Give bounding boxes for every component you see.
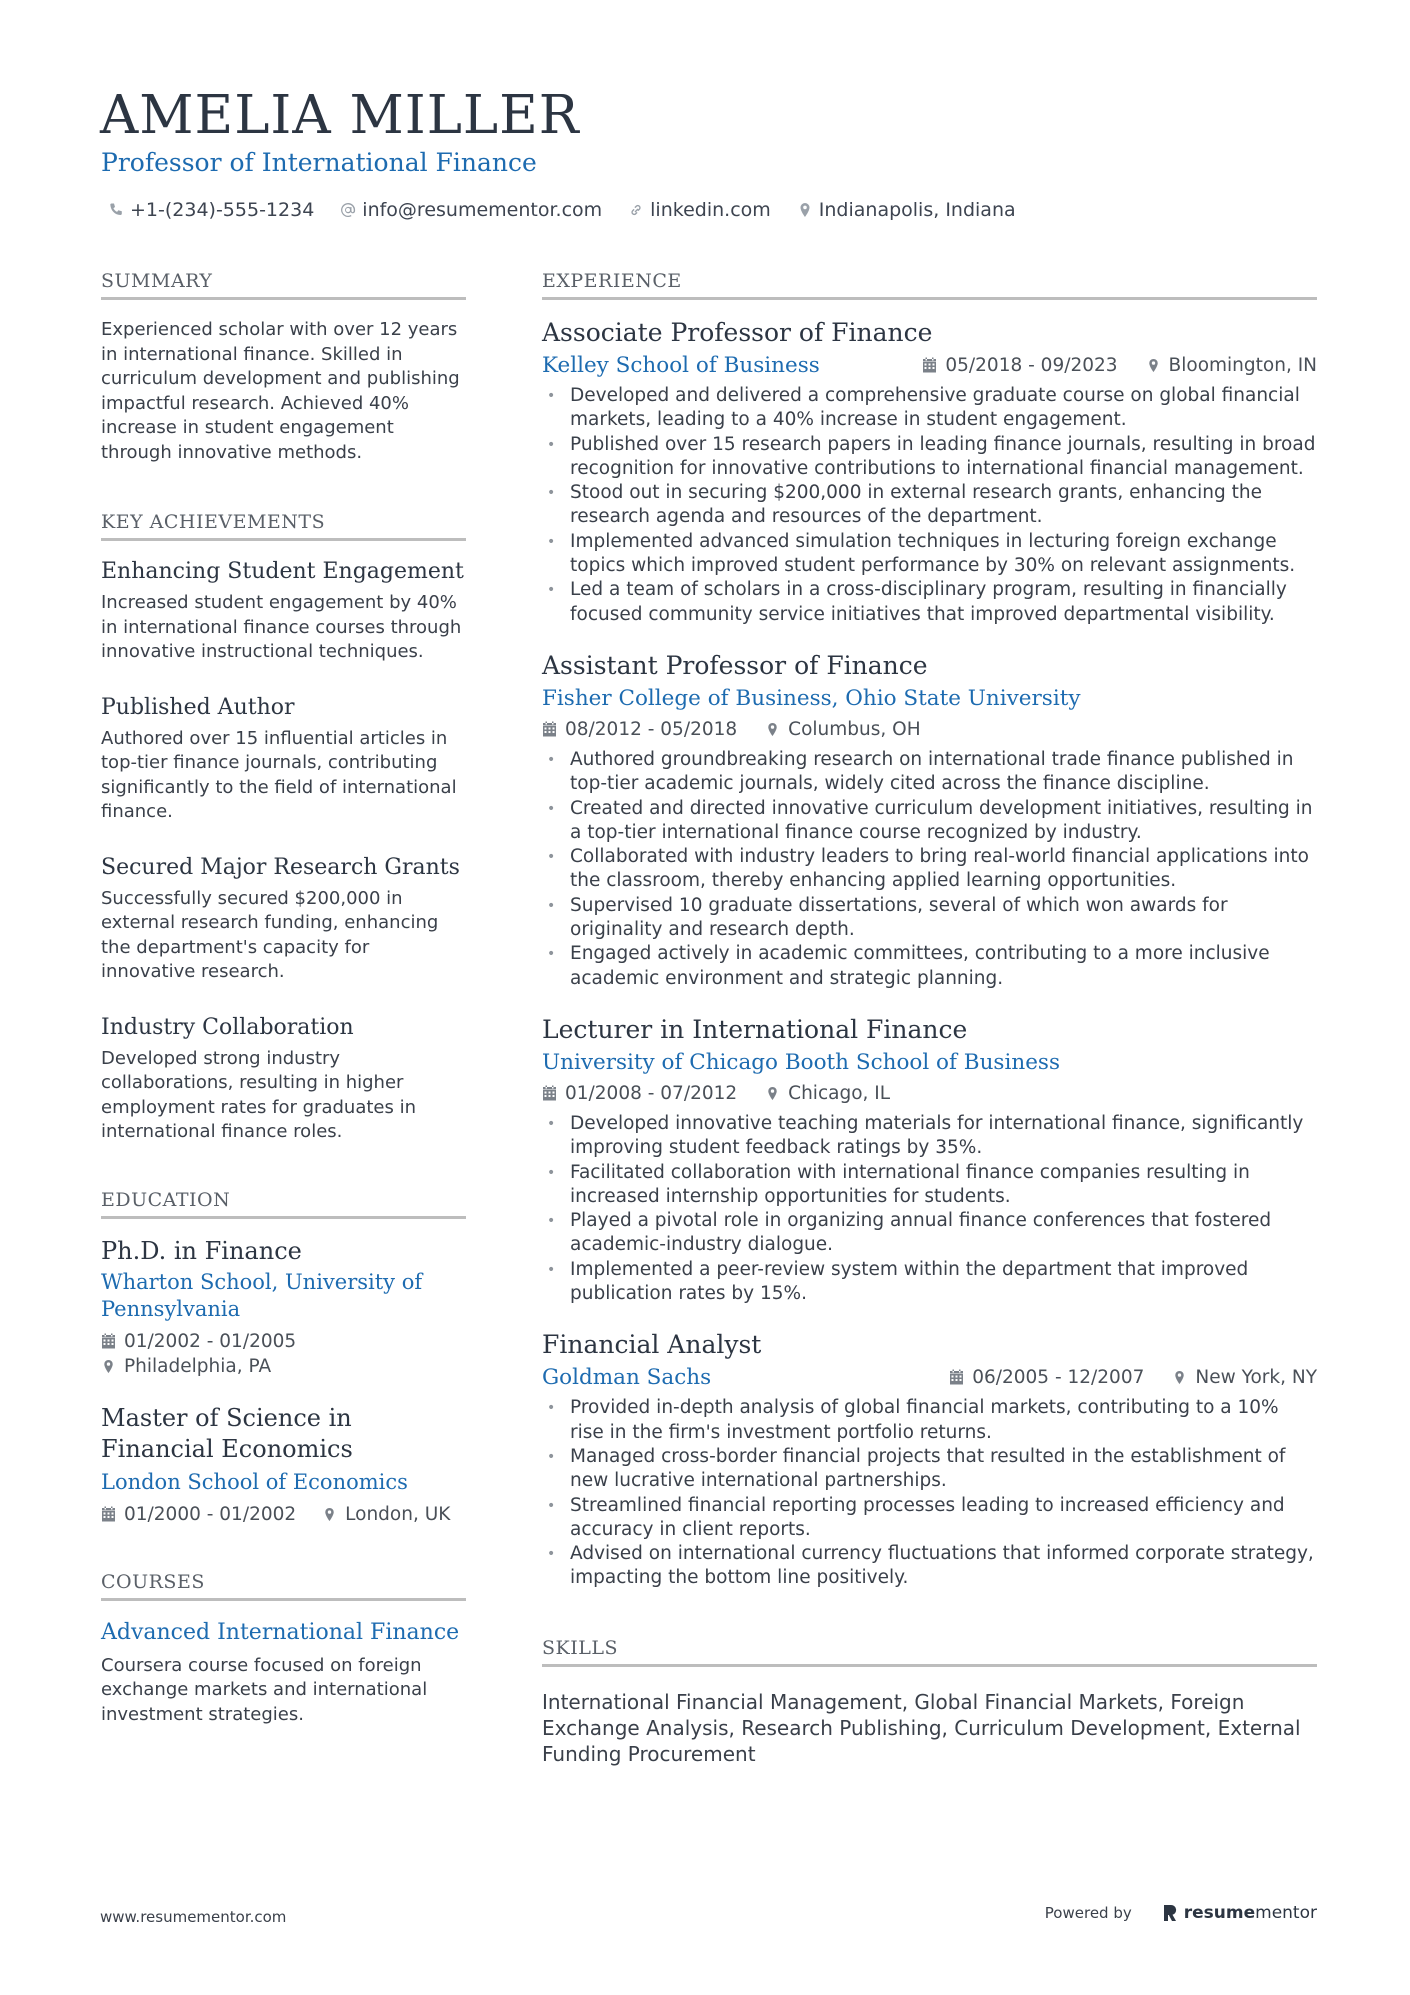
location-text: Indianapolis, Indiana <box>818 199 1016 221</box>
location-pin-icon <box>1146 357 1161 374</box>
job-bullets <box>542 384 1317 627</box>
calendar-icon <box>542 721 557 738</box>
job-meta <box>542 717 1317 742</box>
job-bullet: • Stood out in securing $200,000 in external research grants, enhancing the research agenda and resources of the department. <box>542 481 1317 530</box>
job-dates-text: 01/2008 - 07/2012 <box>565 1082 738 1104</box>
education-location-text: Philadelphia, PA <box>124 1355 272 1377</box>
achievement-text: Developed strong industry collaborations, resulting in higher employment rates for graduates in international finance roles. <box>101 1047 416 1142</box>
job-bullets <box>542 748 1317 991</box>
job-meta <box>949 1365 1317 1390</box>
education-item <box>101 1237 466 1379</box>
job-dates <box>542 717 737 742</box>
calendar-icon <box>101 1506 116 1523</box>
candidate-title: Professor of International Finance <box>101 148 537 177</box>
job-bullet: • Collaborated with industry leaders to bring real-world financial applications into the classroom, thereby enhancing applied learning opportunities. <box>542 845 1317 894</box>
footer-website[interactable]: www.resumementor.com <box>100 1908 287 1926</box>
achievement-text: Increased student engagement by 40% in international finance courses through innovative instructional techniques. <box>101 592 462 662</box>
resumementor-logo-icon <box>1162 1904 1178 1922</box>
skills-heading: SKILLS <box>542 1637 1317 1667</box>
job-entry <box>542 318 1317 627</box>
education-location-text: London, UK <box>345 1503 451 1525</box>
contact-bar <box>108 199 1016 221</box>
location-pin-icon <box>765 1085 780 1102</box>
link-icon <box>628 202 644 218</box>
job-title: Lecturer in International Finance <box>542 1014 968 1044</box>
email-text: info@resumementor.com <box>362 199 603 221</box>
achievement-title: Industry Collaboration <box>101 1014 354 1040</box>
contact-email[interactable] <box>340 199 602 221</box>
education-meta <box>101 1502 466 1527</box>
job-title: Associate Professor of Finance <box>542 318 933 347</box>
job-location-text: Chicago, IL <box>788 1082 891 1104</box>
courses-heading: COURSES <box>101 1571 466 1601</box>
at-icon <box>340 202 356 218</box>
job-bullet: • Engaged actively in academic committees, contributing to a more inclusive academic environment and strategic planning. <box>542 942 1317 991</box>
education-heading: EDUCATION <box>101 1189 466 1219</box>
job-bullet: • Managed cross-border financial projects that resulted in the establishment of new lucrative international partnerships. <box>542 1445 1317 1494</box>
job-title: Financial Analyst <box>542 1330 762 1360</box>
education-degree: Ph.D. in Finance <box>101 1236 302 1265</box>
location-pin-icon <box>1172 1369 1187 1386</box>
linkedin-text: linkedin.com <box>650 199 771 221</box>
course-item <box>101 1619 466 1728</box>
job-location <box>765 717 920 742</box>
job-dates-text: 06/2005 - 12/2007 <box>972 1367 1145 1389</box>
job-bullet: • Developed innovative teaching materials for international finance, significantly improving student feedback ratings by 35%. <box>542 1112 1317 1161</box>
location-pin-icon <box>101 1358 116 1375</box>
education-school: Wharton School, University of Pennsylvania <box>101 1269 423 1321</box>
job-entry <box>542 1330 1317 1590</box>
calendar-icon <box>949 1369 964 1386</box>
job-meta <box>542 1081 1317 1106</box>
job-location <box>1172 1365 1317 1390</box>
brand-mentor: mentor <box>1255 1903 1317 1923</box>
location-pin-icon <box>322 1506 337 1523</box>
phone-text: +1-(234)-555-1234 <box>130 199 315 221</box>
job-location <box>765 1081 890 1106</box>
skills-text: International Financial Management, Global Financial Markets, Foreign Exchange Analysis, Research Publishing, Curriculum Development, External Funding Procurement <box>542 1689 1301 1766</box>
job-location-text: Columbus, OH <box>788 718 921 740</box>
footer-branding <box>1045 1903 1317 1923</box>
job-bullet: • Provided in-depth analysis of global financial markets, contributing to a 10% rise in the firm's investment portfolio returns. <box>542 1396 1317 1445</box>
education-dates <box>101 1329 466 1354</box>
powered-by-text: Powered by <box>1044 1904 1132 1922</box>
education-item <box>101 1403 466 1527</box>
achievement-item <box>101 1015 466 1145</box>
achievement-item <box>101 855 466 985</box>
job-bullet: • Implemented a peer-review system within the department that improved publication rates by 15%. <box>542 1258 1317 1307</box>
job-company: University of Chicago Booth School of Business <box>542 1049 1060 1075</box>
summary-heading: SUMMARY <box>101 270 466 300</box>
calendar-icon <box>542 1085 557 1102</box>
job-meta <box>922 353 1317 378</box>
job-entry <box>542 651 1317 991</box>
phone-icon <box>108 202 124 218</box>
left-column <box>101 270 466 1727</box>
job-company: Kelley School of Business <box>542 353 820 378</box>
job-bullet: • Streamlined financial reporting processes leading to increased efficiency and accuracy in client reports. <box>542 1494 1317 1543</box>
job-bullet: • Led a team of scholars in a cross-disciplinary program, resulting in financially focused community service initiatives that improved departmental visibility. <box>542 578 1317 627</box>
job-company: Goldman Sachs <box>542 1365 712 1391</box>
job-bullet: • Played a pivotal role in organizing annual finance conferences that fostered academic-industry dialogue. <box>542 1209 1317 1258</box>
contact-location <box>797 199 1016 221</box>
job-bullet: • Created and directed innovative curriculum development initiatives, resulting in a top-tier international finance course recognized by industry. <box>542 797 1317 846</box>
summary-text: Experienced scholar with over 12 years in international finance. Skilled in curriculum development and publishing impactful research. Achieved 40% increase in student engagement through innovative methods. <box>101 319 460 463</box>
job-bullet: • Supervised 10 graduate dissertations, several of which won awards for originality and research depth. <box>542 894 1317 943</box>
contact-linkedin[interactable] <box>628 199 771 221</box>
job-bullets <box>542 1112 1317 1306</box>
job-line <box>542 1365 1317 1390</box>
calendar-icon <box>101 1333 116 1350</box>
job-bullet: • Published over 15 research papers in leading finance journals, resulting in broad recognition for innovative contributions to international financial management. <box>542 433 1317 482</box>
achievement-text: Authored over 15 influential articles in top-tier finance journals, contributing significantly to the field of international finance. <box>101 727 457 822</box>
achievement-title: Enhancing Student Engagement <box>101 559 464 584</box>
course-text: Coursera course focused on foreign exchange markets and international investment strategies. <box>101 1654 428 1725</box>
job-title: Assistant Professor of Finance <box>542 650 928 680</box>
job-dates <box>542 1081 737 1106</box>
job-company: Fisher College of Business, Ohio State University <box>542 685 1081 711</box>
job-bullet: • Developed and delivered a comprehensive graduate course on global financial markets, leading to a 40% increase in student engagement. <box>542 384 1317 433</box>
calendar-icon <box>922 357 937 374</box>
job-entry <box>542 1015 1317 1306</box>
achievements-heading: KEY ACHIEVEMENTS <box>101 511 466 541</box>
job-line <box>542 353 1317 378</box>
job-bullet: • Advised on international currency fluctuations that informed corporate strategy, impacting the bottom line positively. <box>542 1542 1317 1591</box>
job-bullets <box>542 1396 1317 1590</box>
education-school: London School of Economics <box>101 1469 408 1494</box>
brand-logo[interactable] <box>1162 1903 1317 1923</box>
job-bullet: • Authored groundbreaking research on international trade finance published in top-tier academic journals, widely cited across the finance discipline. <box>542 748 1317 797</box>
education-location <box>101 1354 466 1379</box>
education-degree: Master of Science in Financial Economics <box>101 1403 353 1463</box>
job-location-text: New York, NY <box>1195 1367 1317 1389</box>
right-column <box>542 270 1317 1767</box>
job-location <box>1146 353 1317 378</box>
brand-resume: resume <box>1183 1903 1256 1923</box>
job-dates-text: 05/2018 - 09/2023 <box>945 355 1118 376</box>
job-dates <box>949 1365 1144 1390</box>
job-bullet: • Facilitated collaboration with international finance companies resulting in increased internship opportunities for students. <box>542 1161 1317 1210</box>
education-dates-text: 01/2002 - 01/2005 <box>124 1330 297 1352</box>
location-pin-icon <box>797 202 813 218</box>
experience-heading: EXPERIENCE <box>542 270 1317 300</box>
job-dates-text: 08/2012 - 05/2018 <box>565 718 738 740</box>
achievement-text: Successfully secured $200,000 in external research funding, enhancing the department's capacity for innovative research. <box>101 887 439 982</box>
candidate-name: AMELIA MILLER <box>100 85 580 146</box>
contact-phone <box>108 199 314 221</box>
achievement-item <box>101 695 466 825</box>
course-title: Advanced International Finance <box>101 1619 460 1645</box>
education-dates-text: 01/2000 - 01/2002 <box>124 1503 297 1525</box>
achievement-item <box>101 559 466 665</box>
job-bullet: • Implemented advanced simulation techniques in lecturing foreign exchange topics which improved student performance by 30% on relevant assignments. <box>542 530 1317 579</box>
job-dates <box>922 353 1117 378</box>
location-pin-icon <box>765 721 780 738</box>
achievement-title: Published Author <box>101 694 295 720</box>
job-location-text: Bloomington, IN <box>1168 355 1317 376</box>
achievement-title: Secured Major Research Grants <box>101 854 460 880</box>
